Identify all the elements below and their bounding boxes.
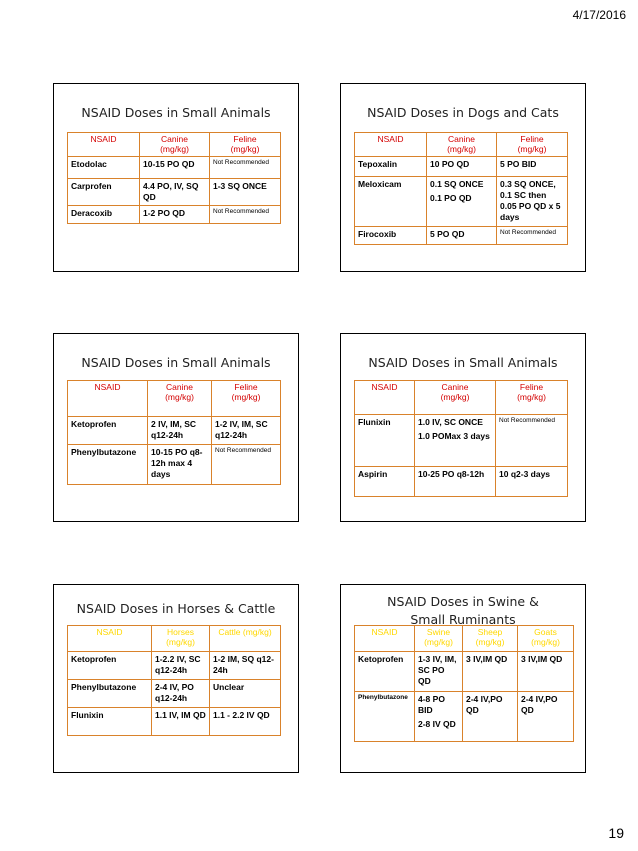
drug-cell: Etodolac bbox=[68, 157, 140, 179]
dose-cell: 10-15 PO q8-12h max 4 days bbox=[148, 445, 212, 485]
dose-table bbox=[67, 132, 281, 224]
dose-cell: 2-4 IV, PO q12-24h bbox=[152, 680, 210, 708]
dose-cell: 1.1 - 2.2 IV QD bbox=[210, 708, 281, 736]
dose-line: 0.1 SQ ONCE bbox=[430, 179, 484, 189]
dose-cell: Unclear bbox=[210, 680, 281, 708]
header-nsaid bbox=[68, 133, 140, 157]
header-goats bbox=[518, 626, 574, 652]
dose-cell: 1.1 IV, IM QD bbox=[152, 708, 210, 736]
page-number: 19 bbox=[608, 825, 624, 841]
dose-cell: 3 IV,IM QD bbox=[518, 652, 574, 692]
header-line: NSAID bbox=[377, 134, 404, 144]
dose-table bbox=[354, 380, 568, 497]
slide-small-animals-1 bbox=[53, 83, 299, 272]
dose-line: 4-8 PO BID bbox=[418, 694, 445, 716]
drug-cell: Aspirin bbox=[355, 467, 415, 497]
header-line: Feline bbox=[233, 134, 257, 144]
dose-line: 2-8 IV QD bbox=[418, 719, 456, 730]
header-line: Canine bbox=[441, 382, 469, 392]
table-header-row bbox=[355, 381, 568, 415]
dose-cell: 5 PO BID bbox=[497, 157, 568, 177]
drug-cell: Meloxicam bbox=[355, 177, 427, 227]
header-line: (mg/kg) bbox=[517, 144, 547, 154]
dose-cell: 10 q2-3 days bbox=[496, 467, 568, 497]
slide-horses-cattle bbox=[53, 584, 299, 773]
drug-cell: Phenylbutazone bbox=[355, 692, 415, 742]
dose-line: 1.0 IV, SC ONCE bbox=[418, 417, 483, 427]
table-row bbox=[355, 227, 568, 245]
dose-table bbox=[67, 625, 281, 736]
dose-cell: 2 IV, IM, SC q12-24h bbox=[148, 417, 212, 445]
drug-cell: Deracoxib bbox=[68, 206, 140, 224]
drug-cell: Phenylbutazone bbox=[68, 680, 152, 708]
table-header-row bbox=[68, 133, 281, 157]
dose-cell: 0.3 SQ ONCE, 0.1 SC then 0.05 PO QD x 5 days bbox=[497, 177, 568, 227]
dose-cell bbox=[415, 415, 496, 467]
drug-cell: Flunixin bbox=[68, 708, 152, 736]
table-row bbox=[355, 467, 568, 497]
slide-swine-ruminants bbox=[340, 584, 586, 773]
drug-cell: Ketoprofen bbox=[68, 417, 148, 445]
table-row bbox=[355, 415, 568, 467]
table-row bbox=[68, 157, 281, 179]
dose-cell: 10-15 PO QD bbox=[140, 157, 210, 179]
drug-cell: Phenylbutazone bbox=[68, 445, 148, 485]
slide-dogs-and-cats bbox=[340, 83, 586, 272]
header-line: Feline bbox=[519, 382, 544, 392]
dose-cell: Not Recommended bbox=[210, 157, 281, 179]
header-line: Canine bbox=[448, 134, 475, 144]
dose-cell: 1-2 IV, IM, SC q12-24h bbox=[212, 417, 281, 445]
table-header-row bbox=[68, 381, 281, 417]
header-canine bbox=[140, 133, 210, 157]
header-line: (mg/kg) bbox=[230, 144, 260, 154]
table-row bbox=[355, 157, 568, 177]
drug-cell: Firocoxib bbox=[355, 227, 427, 245]
table-row bbox=[68, 417, 281, 445]
dose-cell: Not Recommended bbox=[212, 445, 281, 485]
table-row bbox=[68, 206, 281, 224]
dose-table bbox=[67, 380, 281, 485]
table-row bbox=[355, 652, 574, 692]
drug-cell: Ketoprofen bbox=[68, 652, 152, 680]
dose-cell: 4.4 PO, IV, SQ QD bbox=[140, 179, 210, 206]
dose-cell: 5 PO QD bbox=[427, 227, 497, 245]
header-feline bbox=[496, 381, 568, 415]
header-line: (mg/kg) bbox=[165, 392, 194, 402]
slide-title: NSAID Doses in Swine & Small Ruminants bbox=[387, 594, 539, 628]
table-row bbox=[68, 445, 281, 485]
header-line: (mg/kg) bbox=[517, 392, 546, 402]
header-line: (mg/kg) bbox=[166, 637, 195, 647]
dose-cell: Not Recommended bbox=[496, 415, 568, 467]
header-line: Goats bbox=[534, 627, 557, 637]
header-nsaid bbox=[68, 626, 152, 652]
table-row bbox=[355, 692, 574, 742]
table-header-row bbox=[355, 626, 574, 652]
drug-cell: Ketoprofen bbox=[355, 652, 415, 692]
dose-cell: 1-2 IM, SQ q12-24h bbox=[210, 652, 281, 680]
header-line: Swine bbox=[426, 627, 451, 637]
header-line: Horses bbox=[167, 627, 194, 637]
dose-cell bbox=[415, 692, 463, 742]
table-row bbox=[68, 179, 281, 206]
header-nsaid bbox=[68, 381, 148, 417]
header-feline bbox=[210, 133, 281, 157]
header-line: (mg/kg) bbox=[231, 392, 261, 402]
slide-title: NSAID Doses in Small Animals bbox=[81, 105, 271, 120]
dose-cell: 1-3 IV, IM, SC PO QD bbox=[415, 652, 463, 692]
dose-table bbox=[354, 132, 568, 245]
header-feline bbox=[497, 133, 568, 157]
header-line: (mg/kg) bbox=[424, 637, 453, 647]
header-horses bbox=[152, 626, 210, 652]
dose-line: 1.0 POMax 3 days bbox=[418, 431, 490, 442]
dose-cell: 2-4 IV,PO QD bbox=[518, 692, 574, 742]
header-line: NSAID bbox=[94, 382, 121, 392]
dose-table bbox=[354, 625, 574, 742]
header-line: Feline bbox=[520, 134, 544, 144]
header-line: NSAID bbox=[371, 382, 398, 392]
table-header-row bbox=[68, 626, 281, 652]
dose-cell: 1-2 PO QD bbox=[140, 206, 210, 224]
dose-cell bbox=[427, 177, 497, 227]
dose-line: 0.1 PO QD bbox=[430, 193, 472, 204]
table-row bbox=[68, 652, 281, 680]
header-line: (mg/kg) bbox=[475, 637, 505, 647]
header-line: (mg/kg) bbox=[531, 637, 560, 647]
header-line: (mg/kg) bbox=[160, 144, 189, 154]
header-canine bbox=[148, 381, 212, 417]
header-swine bbox=[415, 626, 463, 652]
slide-title: NSAID Doses in Small Animals bbox=[368, 355, 558, 370]
table-row bbox=[68, 680, 281, 708]
slide-title: NSAID Doses in Dogs and Cats bbox=[367, 105, 559, 120]
slide-small-animals-2 bbox=[53, 333, 299, 522]
dose-cell: 3 IV,IM QD bbox=[463, 652, 518, 692]
header-line: Canine bbox=[161, 134, 188, 144]
dose-cell: Not Recommended bbox=[210, 206, 281, 224]
dose-cell: Not Recommended bbox=[497, 227, 568, 245]
header-canine bbox=[427, 133, 497, 157]
header-nsaid bbox=[355, 626, 415, 652]
header-line: Sheep bbox=[477, 627, 503, 637]
header-line: Feline bbox=[234, 382, 258, 392]
header-line: NSAID bbox=[90, 134, 117, 144]
dose-cell: 2-4 IV,PO QD bbox=[463, 692, 518, 742]
dose-cell: 1-3 SQ ONCE bbox=[210, 179, 281, 206]
table-row bbox=[68, 708, 281, 736]
header-line: Canine bbox=[166, 382, 193, 392]
header-cattle bbox=[210, 626, 281, 652]
drug-cell: Tepoxalin bbox=[355, 157, 427, 177]
table-header-row bbox=[355, 133, 568, 157]
slide-small-animals-3 bbox=[340, 333, 586, 522]
slide-title: NSAID Doses in Horses & Cattle bbox=[76, 601, 276, 616]
header-line: NSAID bbox=[371, 627, 398, 637]
slide-title: NSAID Doses in Small Animals bbox=[81, 355, 271, 370]
header-nsaid bbox=[355, 381, 415, 415]
dose-cell: 10-25 PO q8-12h bbox=[415, 467, 496, 497]
header-nsaid bbox=[355, 133, 427, 157]
drug-cell: Flunixin bbox=[355, 415, 415, 467]
header-line: NSAID bbox=[96, 627, 123, 637]
dose-cell: 10 PO QD bbox=[427, 157, 497, 177]
header-line: Cattle (mg/kg) bbox=[218, 627, 272, 637]
table-row bbox=[355, 177, 568, 227]
dose-cell: 1-2.2 IV, SC q12-24h bbox=[152, 652, 210, 680]
header-canine bbox=[415, 381, 496, 415]
header-line: (mg/kg) bbox=[440, 392, 470, 402]
header-feline bbox=[212, 381, 281, 417]
date-header: 4/17/2016 bbox=[572, 8, 626, 22]
header-sheep bbox=[463, 626, 518, 652]
drug-cell: Carprofen bbox=[68, 179, 140, 206]
header-line: (mg/kg) bbox=[447, 144, 476, 154]
